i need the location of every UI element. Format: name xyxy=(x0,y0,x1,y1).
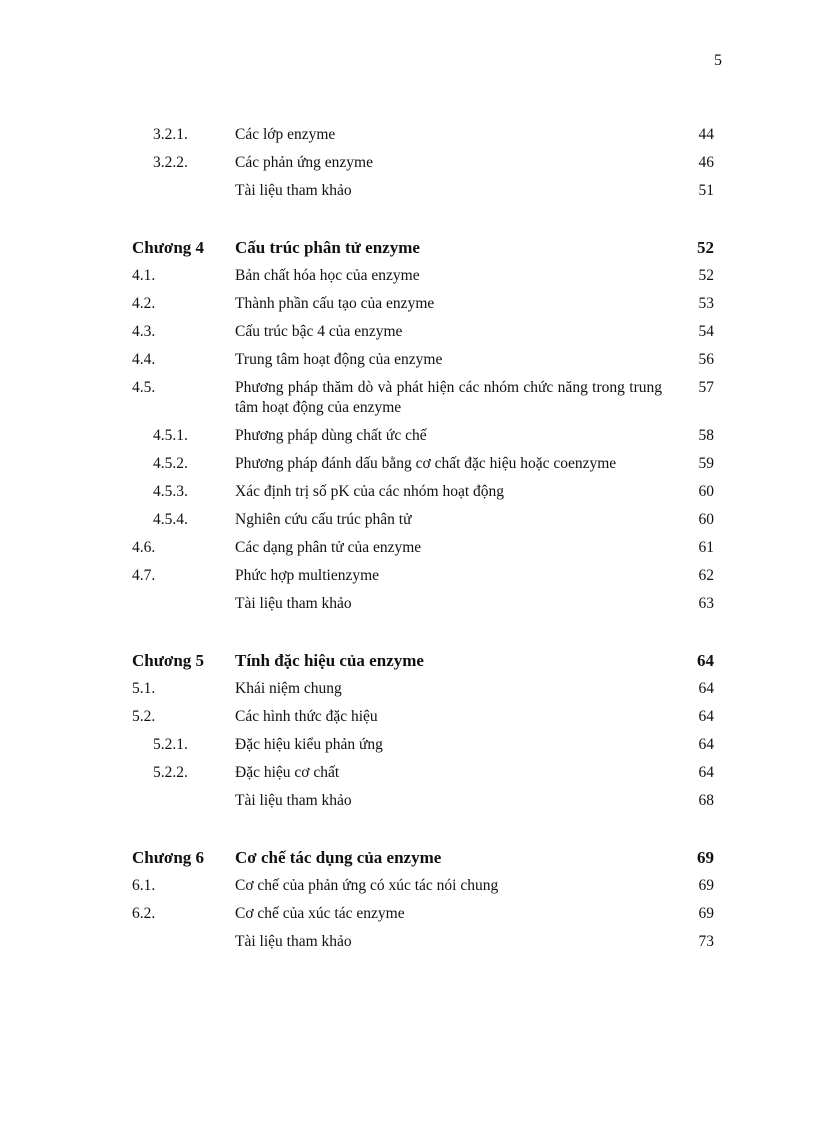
toc-entry-page: 69 xyxy=(697,848,714,867)
toc-entry-title: Các lớp enzyme xyxy=(235,126,336,143)
table-of-contents xyxy=(132,121,714,956)
toc-entry-number: Chương 4 xyxy=(132,238,205,257)
toc-entry-page: 58 xyxy=(698,427,714,444)
toc-entry-ref xyxy=(132,590,714,618)
toc-entry-number: 4.5.4. xyxy=(153,511,188,528)
toc-entry-title: Tính đặc hiệu của enzyme xyxy=(235,651,424,670)
toc-entry-section xyxy=(132,900,714,928)
toc-entry-page: 59 xyxy=(698,455,714,472)
toc-entry-page: 73 xyxy=(698,933,714,950)
toc-entry-section xyxy=(132,346,714,374)
toc-entry-number: 5.2. xyxy=(132,708,156,725)
toc-entry-title: Bản chất hóa học của enzyme xyxy=(235,267,420,284)
toc-entry-title: Khái niệm chung xyxy=(235,680,342,697)
toc-entry-page: 51 xyxy=(698,182,714,199)
toc-entry-number: 4.6. xyxy=(132,539,156,556)
toc-entry-ref xyxy=(132,928,714,956)
toc-entry-page: 46 xyxy=(698,154,714,171)
toc-entry-title: Tài liệu tham khảo xyxy=(235,595,352,612)
toc-entry-subsection xyxy=(132,422,714,450)
toc-entry-title: Phương pháp dùng chất ức chế xyxy=(235,427,427,444)
toc-entry-title: Các phản ứng enzyme xyxy=(235,154,373,171)
toc-entry-title: Tài liệu tham khảo xyxy=(235,933,352,950)
toc-entry-number: 4.5. xyxy=(132,379,156,396)
toc-entry-page: 52 xyxy=(698,267,714,284)
toc-entry-subsection xyxy=(132,731,714,759)
toc-entry-page: 64 xyxy=(698,708,714,725)
toc-entry-page: 52 xyxy=(697,238,714,257)
toc-entry-number: 4.5.1. xyxy=(153,427,188,444)
toc-entry-number: 6.2. xyxy=(132,905,156,922)
toc-entry-title: Các dạng phân tử của enzyme xyxy=(235,539,422,556)
toc-entry-number: 6.1. xyxy=(132,877,156,894)
toc-entry-title: Cơ chế tác dụng của enzyme xyxy=(235,848,442,867)
toc-entry-section xyxy=(132,318,714,346)
toc-entry-title: Cơ chế của phản ứng có xúc tác nói chung xyxy=(235,877,499,894)
toc-entry-page: 53 xyxy=(698,295,714,312)
toc-entry-number: 4.1. xyxy=(132,267,156,284)
toc-entry-page: 69 xyxy=(698,877,714,894)
toc-entry-page: 69 xyxy=(698,905,714,922)
toc-entry-number: 5.1. xyxy=(132,680,156,697)
toc-entry-title: Cấu trúc bậc 4 của enzyme xyxy=(235,323,403,340)
toc-entry-title: Đặc hiệu cơ chất xyxy=(235,764,340,781)
toc-entry-subsection xyxy=(132,121,714,149)
toc-entry-page: 61 xyxy=(698,539,714,556)
toc-entry-subsection xyxy=(132,506,714,534)
toc-entry-page: 44 xyxy=(698,126,714,143)
toc-entry-number: 3.2.2. xyxy=(153,154,188,171)
toc-entry-number: 3.2.1. xyxy=(153,126,188,143)
toc-entry-section xyxy=(132,374,714,422)
toc-entry-number: 5.2.1. xyxy=(153,736,188,753)
toc-entry-title: Xác định trị số pK của các nhóm hoạt động xyxy=(235,483,505,500)
page-number: 5 xyxy=(714,52,722,69)
toc-entry-page: 54 xyxy=(698,323,714,340)
toc-entry-page: 62 xyxy=(698,567,714,584)
toc-entry-page: 64 xyxy=(698,736,714,753)
toc-entry-number: 4.7. xyxy=(132,567,156,584)
toc-entry-number: 4.5.3. xyxy=(153,483,188,500)
toc-entry-number: 4.2. xyxy=(132,295,156,312)
toc-entry-title: Đặc hiệu kiểu phản ứng xyxy=(235,736,383,753)
toc-entry-section xyxy=(132,872,714,900)
toc-entry-number: Chương 6 xyxy=(132,848,205,867)
toc-entry-title: Trung tâm hoạt động của enzyme xyxy=(235,351,443,368)
toc-entry-number: Chương 5 xyxy=(132,651,205,670)
toc-entry-title: Các hình thức đặc hiệu xyxy=(235,708,378,725)
toc-entry-page: 64 xyxy=(697,651,714,670)
toc-entry-subsection xyxy=(132,450,714,478)
section-gap xyxy=(132,618,714,647)
toc-entry-title: Nghiên cứu cấu trúc phân tử xyxy=(235,511,412,528)
toc-entry-section xyxy=(132,703,714,731)
section-gap xyxy=(132,205,714,234)
toc-entry-ref xyxy=(132,787,714,815)
toc-entry-title: Phương pháp đánh dấu bằng cơ chất đặc hiệu hoặc coenzyme xyxy=(235,455,617,472)
toc-entry-chapter xyxy=(132,844,714,872)
toc-entry-title: Phức hợp multienzyme xyxy=(235,567,380,584)
toc-entry-chapter xyxy=(132,234,714,262)
toc-entry-number: 5.2.2. xyxy=(153,764,188,781)
toc-entry-chapter xyxy=(132,647,714,675)
toc-entry-title: Phương pháp thăm dò và phát hiện các nhóm chức năng trong trung tâm hoạt động của enzyme xyxy=(235,379,662,416)
toc-entry-section xyxy=(132,290,714,318)
toc-entry-section xyxy=(132,262,714,290)
toc-entry-title: Tài liệu tham khảo xyxy=(235,182,352,199)
toc-entry-subsection xyxy=(132,759,714,787)
toc-entry-number: 4.4. xyxy=(132,351,156,368)
toc-entry-number: 4.3. xyxy=(132,323,156,340)
toc-entry-page: 63 xyxy=(698,595,714,612)
toc-entry-ref xyxy=(132,177,714,205)
toc-entry-page: 64 xyxy=(698,680,714,697)
toc-entry-section xyxy=(132,562,714,590)
toc-entry-page: 68 xyxy=(698,792,714,809)
toc-entry-page: 64 xyxy=(698,764,714,781)
toc-entry-title: Cơ chế của xúc tác enzyme xyxy=(235,905,405,922)
toc-entry-title: Tài liệu tham khảo xyxy=(235,792,352,809)
toc-entry-subsection xyxy=(132,149,714,177)
toc-entry-page: 56 xyxy=(698,351,714,368)
toc-entry-section xyxy=(132,675,714,703)
toc-entry-page: 60 xyxy=(698,511,714,528)
toc-entry-section xyxy=(132,534,714,562)
toc-entry-title: Cấu trúc phân tử enzyme xyxy=(235,238,420,257)
toc-entry-title: Thành phần cấu tạo của enzyme xyxy=(235,295,435,312)
toc-entry-page: 60 xyxy=(698,483,714,500)
toc-entry-number: 4.5.2. xyxy=(153,455,188,472)
section-gap xyxy=(132,815,714,844)
toc-entry-subsection xyxy=(132,478,714,506)
toc-entry-page: 57 xyxy=(698,379,714,396)
